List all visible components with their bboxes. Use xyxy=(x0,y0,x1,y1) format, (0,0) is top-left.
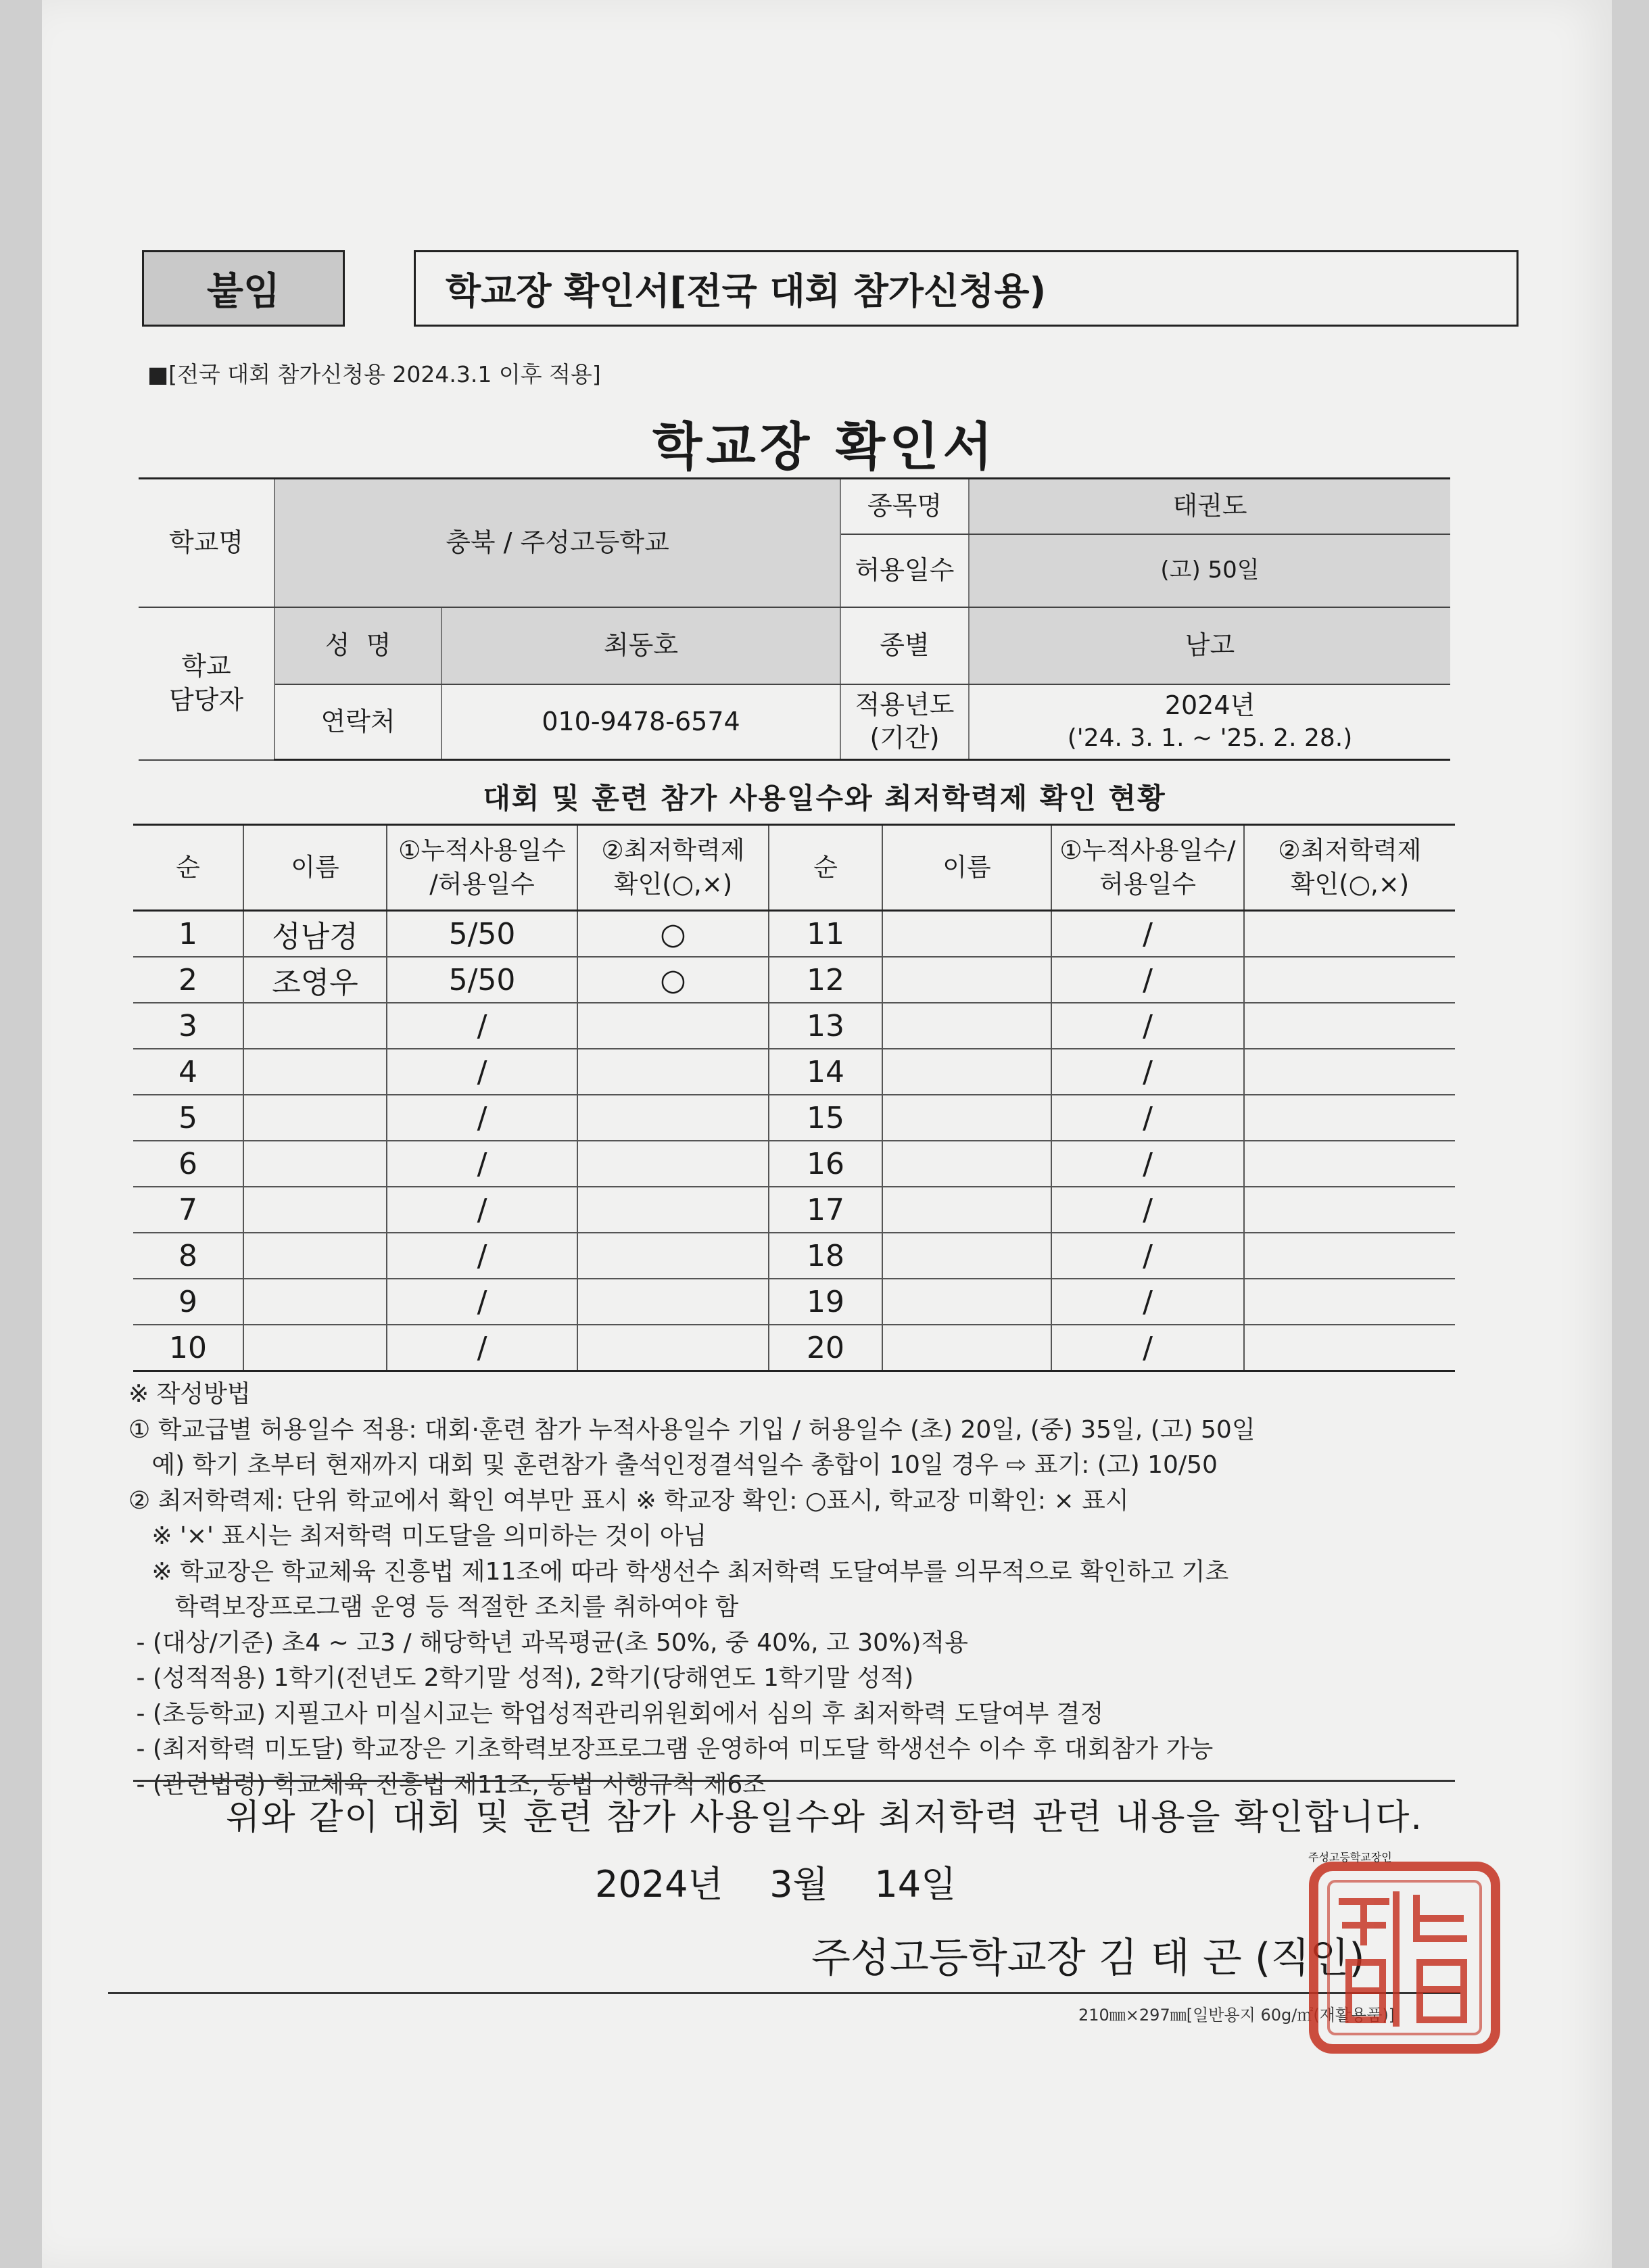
instruction-line: ※ '×' 표시는 최저학력 미도달을 의미하는 것이 아님 xyxy=(128,1522,707,1551)
cell-days: / xyxy=(387,1325,577,1371)
cell-no: 14 xyxy=(769,1049,882,1095)
cell-check xyxy=(577,1095,769,1141)
table-row xyxy=(133,1141,1455,1187)
cell-days: / xyxy=(387,1279,577,1325)
divider xyxy=(133,1780,1455,1782)
form-title-box: 학교장 확인서[전국 대회 참가신청용) xyxy=(414,250,1519,327)
cell-name: 조영우 xyxy=(243,957,387,1003)
cell-check xyxy=(1244,1049,1455,1095)
contact-label: 연락처 xyxy=(274,684,441,760)
cell-name xyxy=(243,1325,387,1371)
header-days-right: ①누적사용일수/ 허용일수 xyxy=(1051,825,1244,911)
school-info-table xyxy=(139,477,1450,761)
allowed-days-value: (고) 50일 xyxy=(969,534,1450,607)
cell-days: / xyxy=(1051,1279,1244,1325)
header-check-left: ②최저학력제 확인(○,×) xyxy=(577,825,769,911)
cell-name xyxy=(882,1233,1051,1279)
cell-check xyxy=(1244,911,1455,958)
header-no-right: 순 xyxy=(769,825,882,911)
cell-name xyxy=(882,911,1051,958)
cell-no: 19 xyxy=(769,1279,882,1325)
table-row xyxy=(133,1187,1455,1233)
attachment-label: 붙임 xyxy=(142,250,345,327)
seal-text: 주성고등학교장인 xyxy=(1308,1851,1392,1864)
year-value: 2024년 xyxy=(1164,690,1256,721)
cell-no: 7 xyxy=(133,1187,243,1233)
instructions-heading: ※ 작성방법 xyxy=(128,1380,251,1408)
instruction-line: ※ 학교장은 학교체육 진흥법 제11조에 따라 학생선수 최저학력 도달여부를 의무적으로 확인하고 기초 xyxy=(128,1557,1229,1586)
cell-days: / xyxy=(1051,911,1244,958)
table-row xyxy=(133,1095,1455,1141)
cell-days: / xyxy=(1051,1187,1244,1233)
cell-days: / xyxy=(387,1095,577,1141)
cell-name xyxy=(882,1003,1051,1049)
header-name-left: 이름 xyxy=(243,825,387,911)
cell-check xyxy=(1244,1003,1455,1049)
cell-check xyxy=(577,1187,769,1233)
divider xyxy=(108,1992,1460,1994)
cell-days: / xyxy=(1051,1141,1244,1187)
cell-no: 13 xyxy=(769,1003,882,1049)
cell-name xyxy=(882,1325,1051,1371)
year-label: 적용년도 (기간) xyxy=(840,684,969,760)
instruction-line: 학력보장프로그램 운영 등 적절한 조치를 취하여야 함 xyxy=(128,1593,739,1622)
document-title: 학교장 확인서 xyxy=(652,417,997,477)
manager-label: 학교 담당자 xyxy=(139,607,274,760)
cell-days: / xyxy=(387,1003,577,1049)
instruction-line: - (성적적용) 1학기(전년도 2학기말 성적), 2학기(당해연도 1학기말 성적) xyxy=(128,1664,914,1693)
cell-name xyxy=(243,1187,387,1233)
cell-name: 성남경 xyxy=(243,911,387,958)
cell-check xyxy=(577,1049,769,1095)
cell-days: / xyxy=(1051,1003,1244,1049)
cell-days: / xyxy=(1051,1095,1244,1141)
cell-check xyxy=(577,1003,769,1049)
list-title: 대회 및 훈련 참가 사용일수와 최저학력제 확인 현황 xyxy=(483,782,1166,815)
table-row xyxy=(133,911,1455,958)
instruction-line: ② 최저학력제: 단위 학교에서 확인 여부만 표시 ※ 학교장 확인: ○표시, 학교장 미확인: × 표시 xyxy=(128,1486,1129,1515)
cell-no: 4 xyxy=(133,1049,243,1095)
cell-days: / xyxy=(387,1187,577,1233)
cell-name xyxy=(243,1141,387,1187)
cell-no: 12 xyxy=(769,957,882,1003)
school-name-label: 학교명 xyxy=(139,479,274,607)
cell-days: 5/50 xyxy=(387,957,577,1003)
cell-check xyxy=(1244,1187,1455,1233)
cell-check xyxy=(1244,1141,1455,1187)
cell-check: ○ xyxy=(577,911,769,958)
table-row xyxy=(133,1279,1455,1325)
cell-name xyxy=(882,1187,1051,1233)
cell-days: / xyxy=(387,1233,577,1279)
header-days-left: ①누적사용일수 /허용일수 xyxy=(387,825,577,911)
cell-name xyxy=(882,957,1051,1003)
instruction-line: - (대상/기준) 초4 ~ 고3 / 해당학년 과목평균(초 50%, 중 40%, 고 30%)적용 xyxy=(128,1628,968,1657)
cell-no: 3 xyxy=(133,1003,243,1049)
category-label: 종별 xyxy=(840,607,969,684)
table-row xyxy=(133,1325,1455,1371)
cell-no: 1 xyxy=(133,911,243,958)
table-row xyxy=(133,1049,1455,1095)
instruction-line: - (관련법령) 학교체육 진흥법 제11조, 동법 시행규칙 제6조 xyxy=(128,1771,767,1799)
manager-name-label: 성 명 xyxy=(274,607,441,684)
cell-name xyxy=(243,1233,387,1279)
cell-no: 15 xyxy=(769,1095,882,1141)
issue-date: 2024년 3월 14일 xyxy=(595,1863,957,1906)
table-row xyxy=(133,957,1455,1003)
cell-check xyxy=(577,1233,769,1279)
sport-label: 종목명 xyxy=(840,479,969,534)
cell-name xyxy=(243,1049,387,1095)
cell-no: 8 xyxy=(133,1233,243,1279)
cell-days: / xyxy=(387,1141,577,1187)
cell-check xyxy=(1244,1095,1455,1141)
cell-check xyxy=(577,1325,769,1371)
principal-signature: 주성고등학교장 김 태 곤 (직인) xyxy=(811,1935,1365,1982)
instruction-line: 예) 학기 초부터 현재까지 대회 및 훈련참가 출석인정결석일수 총합이 10일 경우 ⇨ 표기: (고) 10/50 xyxy=(128,1451,1218,1480)
school-name-value: 충북 / 주성고등학교 xyxy=(274,479,840,607)
instruction-line: ① 학교급별 허용일수 적용: 대회·훈련 참가 누적사용일수 기입 / 허용일수 (초) 20일, (중) 35일, (고) 50일 xyxy=(128,1415,1256,1444)
header-no-left: 순 xyxy=(133,825,243,911)
cell-check: ○ xyxy=(577,957,769,1003)
cell-days: / xyxy=(1051,957,1244,1003)
manager-name-value: 최동호 xyxy=(441,607,840,684)
header-name-right: 이름 xyxy=(882,825,1051,911)
cell-name xyxy=(243,1279,387,1325)
cell-name xyxy=(882,1141,1051,1187)
cell-check xyxy=(577,1141,769,1187)
cell-days: / xyxy=(1051,1049,1244,1095)
year-cell xyxy=(969,684,1450,760)
header-check-right: ②최저학력제 확인(○,×) xyxy=(1244,825,1455,911)
cell-check xyxy=(1244,1233,1455,1279)
cell-name xyxy=(882,1095,1051,1141)
instruction-line: - (초등학교) 지필고사 미실시교는 학업성적관리위원회에서 심의 후 최저학력 도달여부 결정 xyxy=(128,1699,1104,1728)
table-row xyxy=(133,1003,1455,1049)
period-value: ('24. 3. 1. ~ '25. 2. 28.) xyxy=(1067,724,1353,752)
cell-no: 2 xyxy=(133,957,243,1003)
cell-name xyxy=(243,1095,387,1141)
cell-days: / xyxy=(1051,1325,1244,1371)
athlete-list-table xyxy=(133,824,1455,1372)
cell-no: 17 xyxy=(769,1187,882,1233)
paper-spec-note: 210㎜×297㎜[일반용지 60g/㎡(재활용품)] xyxy=(1078,2006,1395,2025)
cell-no: 10 xyxy=(133,1325,243,1371)
cell-days: / xyxy=(1051,1233,1244,1279)
cell-no: 18 xyxy=(769,1233,882,1279)
applicability-note: ■[전국 대회 참가신청용 2024.3.1 이후 적용] xyxy=(147,361,601,387)
cell-no: 9 xyxy=(133,1279,243,1325)
official-seal xyxy=(1308,1851,1501,2054)
cell-no: 11 xyxy=(769,911,882,958)
cell-days: / xyxy=(387,1049,577,1095)
cell-check xyxy=(1244,957,1455,1003)
cell-name xyxy=(243,1003,387,1049)
cell-check xyxy=(1244,1279,1455,1325)
instructions xyxy=(128,1377,1481,1803)
cell-days: 5/50 xyxy=(387,911,577,958)
allowed-days-label: 허용일수 xyxy=(840,534,969,607)
cell-check xyxy=(1244,1325,1455,1371)
cell-name xyxy=(882,1049,1051,1095)
confirmation-statement: 위와 같이 대회 및 훈련 참가 사용일수와 최저학력 관련 내용을 확인합니다. xyxy=(226,1797,1423,1838)
cell-no: 6 xyxy=(133,1141,243,1187)
cell-no: 20 xyxy=(769,1325,882,1371)
category-value: 남고 xyxy=(969,607,1450,684)
contact-value: 010-9478-6574 xyxy=(441,684,840,760)
cell-name xyxy=(882,1279,1051,1325)
instruction-line: - (최저학력 미도달) 학교장은 기초학력보장프로그램 운영하여 미도달 학생선수 이수 후 대회참가 가능 xyxy=(128,1735,1214,1764)
cell-check xyxy=(577,1279,769,1325)
table-row xyxy=(133,1233,1455,1279)
cell-no: 5 xyxy=(133,1095,243,1141)
cell-no: 16 xyxy=(769,1141,882,1187)
sport-value: 태권도 xyxy=(969,479,1450,534)
